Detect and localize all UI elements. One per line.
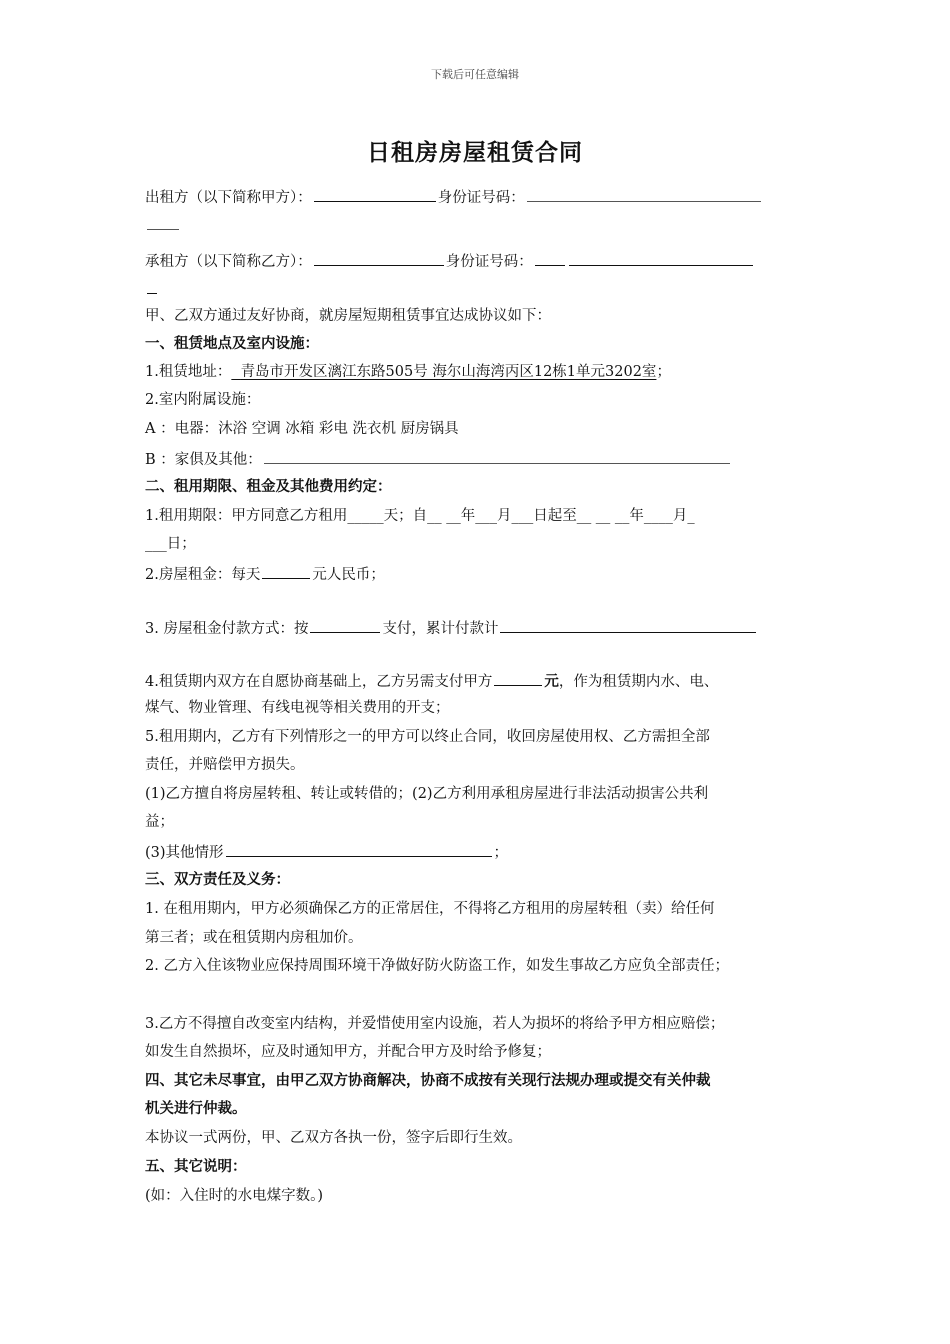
duty-2: 2. 乙方入住该物业应保持周围环境干净做好防火防盗工作，如发生事故乙方应负全部责任； [145, 958, 729, 974]
case3-line [145, 841, 825, 863]
payment-mid: 支付，累计付款计 [382, 621, 499, 637]
case3-blank[interactable] [226, 841, 492, 857]
intro-text: 甲、乙双方通过友好协商，就房屋短期租赁事宜达成协议如下： [145, 308, 551, 324]
party-b-line [145, 250, 825, 272]
header-note: 下载后可任意编辑 [431, 68, 519, 81]
party-a-id-blank-cont[interactable] [147, 214, 179, 230]
case3-label: (3)其他情形 [145, 845, 224, 861]
party-b-id-blank-cont[interactable] [147, 278, 157, 294]
terminate-line-2: 责任，并赔偿甲方损失。 [145, 757, 305, 773]
cases-line-2: 益； [145, 814, 174, 830]
party-b-id-label: 身份证号码： [445, 254, 533, 270]
party-b-name-blank[interactable] [314, 250, 444, 266]
furniture-blank[interactable] [264, 448, 730, 464]
address-line [145, 362, 825, 382]
case3-end: ； [493, 845, 509, 861]
party-a-line [145, 186, 825, 208]
page-title: 日租房房屋租赁合同 [367, 140, 583, 166]
payment-total-blank[interactable] [500, 617, 756, 633]
address-label: 1.租赁地址： [145, 364, 232, 380]
rent-line [145, 563, 825, 585]
party-a-id-blank[interactable] [527, 186, 761, 202]
section5-note: (如：入住时的水电煤字数。) [145, 1188, 324, 1204]
section5-heading: 五、其它说明： [145, 1159, 247, 1175]
extra-fee-line-1 [145, 670, 825, 692]
section3-heading: 三、双方责任及义务： [145, 872, 290, 888]
rent-label: 2.房屋租金：每天 [145, 567, 261, 583]
section2-heading: 二、租用期限、租金及其他费用约定： [145, 479, 392, 495]
address-end: ； [656, 364, 671, 380]
payment-line [145, 617, 825, 639]
rent-unit: 元人民币； [312, 567, 385, 583]
extra-fee-yuan: 元 [544, 674, 559, 690]
facilities-label: 2.室内附属设施： [145, 392, 261, 408]
party-a-label: 出租方（以下简称甲方）： [145, 190, 312, 206]
extra-fee-line-2: 煤气、物业管理、有线电视等相关费用的开支； [145, 700, 450, 716]
rent-blank[interactable] [262, 563, 310, 579]
duty-3-line-2: 如发生自然损坏，应及时通知甲方，并配合甲方及时给予修复； [145, 1044, 551, 1060]
address-value: 青岛市开发区漓江东路505号 海尔山海湾丙区12栋1单元3202室 [240, 364, 657, 380]
term-line-2: ___日； [145, 536, 196, 552]
duty-1-line-2: 第三者；或在租赁期内房租加价。 [145, 930, 363, 946]
copies-text: 本协议一式两份，甲、乙双方各执一份，签字后即行生效。 [145, 1130, 522, 1146]
terminate-line-1: 5.租用期内，乙方有下列情形之一的甲方可以终止合同，收回房屋使用权、乙方需担全部 [145, 729, 710, 745]
appliances-line: A ：电器：沐浴 空调 冰箱 彩电 洗衣机 厨房锅具 [145, 421, 459, 437]
duty-3-line-1: 3.乙方不得擅自改变室内结构，并爱惜使用室内设施，若人为损坏的将给予甲方相应赔偿； [145, 1016, 725, 1032]
party-a-line-wrap [145, 214, 825, 236]
party-a-name-blank[interactable] [314, 186, 436, 202]
party-a-id-label: 身份证号码： [437, 190, 525, 206]
term-line-1: 1.租用期限：甲方同意乙方租用_____天；自__ __年___月___日起至__ __ __年____月_ [145, 508, 695, 524]
party-b-line-wrap [145, 278, 825, 300]
section4-line-1: 四、其它未尽事宜，由甲乙双方协商解决，协商不成按有关现行法规办理或提交有关仲裁 [145, 1073, 711, 1089]
party-b-id-blank-b[interactable] [569, 250, 753, 266]
payment-method-blank[interactable] [310, 617, 380, 633]
section1-heading: 一、租赁地点及室内设施： [145, 336, 319, 352]
extra-fee-blank[interactable] [494, 670, 542, 686]
duty-1-line-1: 1. 在租用期内，甲方必须确保乙方的正常居住，不得将乙方租用的房屋转租（卖）给任何 [145, 901, 715, 917]
extra-fee-text-b: ，作为租赁期内水、电、 [558, 674, 719, 690]
extra-fee-text-a: 4.租赁期内双方在自愿协商基础上，乙方另需支付甲方 [145, 674, 493, 690]
cases-line-1: (1)乙方擅自将房屋转租、转让或转借的；(2)乙方利用承租房屋进行非法活动损害公共利 [145, 786, 709, 802]
party-b-id-blank-a[interactable] [535, 250, 565, 266]
payment-label: 3. 房屋租金付款方式：按 [145, 621, 309, 637]
party-b-label: 承租方（以下简称乙方）： [145, 254, 312, 270]
furniture-label: B ：家俱及其他： [145, 452, 262, 468]
furniture-line [145, 448, 825, 470]
section4-line-2: 机关进行仲裁。 [145, 1101, 247, 1117]
